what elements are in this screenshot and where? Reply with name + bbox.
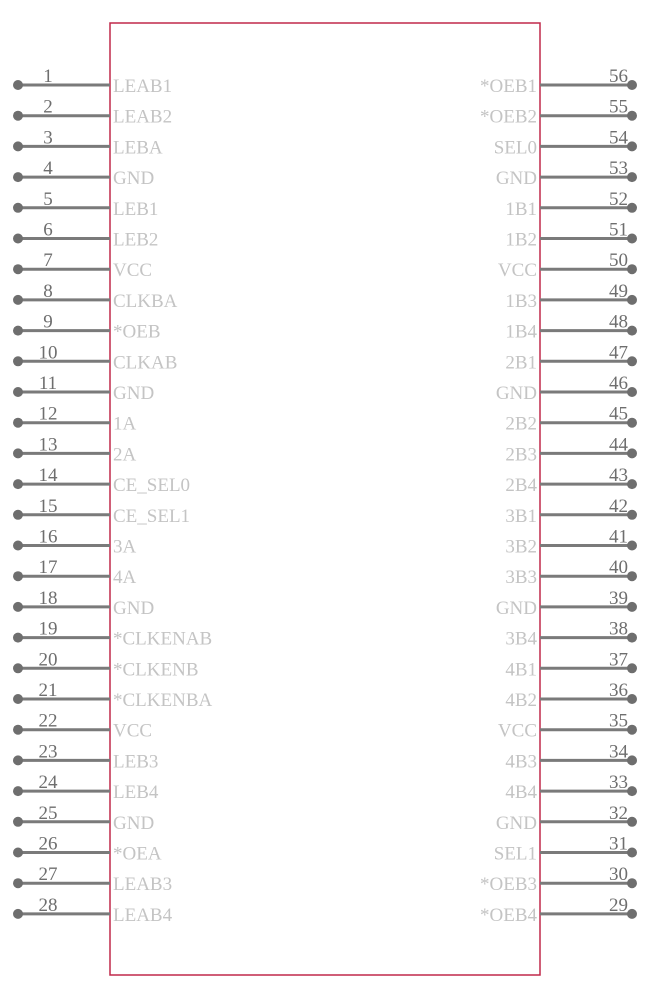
pin-terminal-dot bbox=[13, 571, 23, 581]
pin-terminal-dot bbox=[13, 663, 23, 673]
pin-number: 36 bbox=[609, 680, 628, 701]
pin-6 bbox=[13, 220, 158, 251]
pin-49 bbox=[505, 281, 637, 312]
pin-name: LEAB3 bbox=[113, 874, 173, 896]
pin-40 bbox=[505, 557, 637, 588]
pin-number: 47 bbox=[609, 342, 628, 364]
pin-name: CLKBA bbox=[113, 290, 178, 312]
pin-terminal-dot bbox=[13, 725, 23, 735]
pin-number: 44 bbox=[609, 434, 628, 456]
pin-number: 39 bbox=[609, 587, 628, 609]
pin-number: 35 bbox=[609, 710, 628, 732]
left-pin-group bbox=[13, 66, 213, 926]
pin-number: 20 bbox=[38, 649, 58, 671]
pin-43 bbox=[505, 465, 637, 496]
pin-terminal-dot bbox=[13, 479, 23, 489]
pin-name: *OEB bbox=[113, 321, 161, 343]
pin-terminal-dot bbox=[13, 203, 23, 213]
pin-name: 3B4 bbox=[505, 628, 537, 650]
pin-37 bbox=[505, 649, 637, 680]
pin-53 bbox=[496, 158, 637, 189]
pin-name: *OEB1 bbox=[480, 76, 537, 97]
pin-45 bbox=[505, 404, 637, 435]
pin-name: 1B1 bbox=[505, 198, 537, 220]
pin-31 bbox=[494, 834, 637, 865]
pin-terminal-dot bbox=[627, 909, 637, 919]
pin-terminal-dot bbox=[627, 817, 637, 827]
pin-name: *CLKENBA bbox=[113, 690, 213, 711]
pin-9 bbox=[13, 312, 161, 343]
pin-54 bbox=[494, 127, 637, 158]
pin-39 bbox=[496, 588, 637, 619]
pin-number: 24 bbox=[38, 772, 58, 794]
pin-name: 1A bbox=[113, 413, 137, 435]
pin-terminal-dot bbox=[13, 817, 23, 827]
pin-terminal-dot bbox=[627, 203, 637, 213]
pin-number: 1 bbox=[43, 66, 53, 87]
pin-terminal-dot bbox=[627, 326, 637, 336]
pin-name: 3B3 bbox=[505, 567, 537, 589]
pin-17 bbox=[13, 557, 137, 588]
pin-name: *OEA bbox=[113, 843, 162, 865]
pin-name: LEAB4 bbox=[113, 904, 173, 926]
pin-terminal-dot bbox=[627, 387, 637, 397]
pin-number: 13 bbox=[38, 434, 58, 456]
pin-number: 7 bbox=[43, 250, 53, 272]
pin-number: 3 bbox=[43, 127, 53, 149]
pin-terminal-dot bbox=[627, 479, 637, 489]
pin-name: CLKAB bbox=[113, 352, 178, 374]
pin-27 bbox=[13, 864, 172, 895]
pin-24 bbox=[13, 772, 159, 803]
pin-number: 25 bbox=[38, 802, 58, 824]
pin-16 bbox=[13, 527, 137, 558]
pin-name: 2B2 bbox=[505, 413, 537, 435]
pin-terminal-dot bbox=[13, 234, 23, 244]
pin-terminal-dot bbox=[627, 448, 637, 458]
pin-48 bbox=[505, 312, 637, 343]
pin-name: GND bbox=[113, 812, 155, 834]
pin-number: 22 bbox=[38, 710, 58, 732]
pin-number: 21 bbox=[38, 680, 58, 701]
pin-10 bbox=[13, 342, 177, 373]
pin-terminal-dot bbox=[627, 786, 637, 796]
pin-number: 46 bbox=[609, 373, 628, 394]
pin-name: *CLKENB bbox=[113, 659, 199, 681]
pin-terminal-dot bbox=[13, 111, 23, 121]
pin-25 bbox=[13, 803, 154, 834]
pin-terminal-dot bbox=[13, 448, 23, 458]
pin-number: 15 bbox=[38, 495, 58, 517]
pin-8 bbox=[13, 281, 178, 312]
pin-name: *OEB3 bbox=[480, 874, 537, 896]
pin-terminal-dot bbox=[13, 633, 23, 643]
pin-number: 9 bbox=[43, 311, 53, 333]
pin-32 bbox=[496, 803, 637, 834]
pin-number: 40 bbox=[609, 557, 628, 579]
pin-terminal-dot bbox=[13, 755, 23, 765]
pin-terminal-dot bbox=[627, 264, 637, 274]
pin-2 bbox=[13, 97, 172, 128]
pin-number: 18 bbox=[38, 587, 58, 609]
pin-name: 2B3 bbox=[505, 444, 537, 466]
pin-name: 3B1 bbox=[505, 505, 537, 527]
pin-number: 49 bbox=[609, 280, 628, 302]
pin-terminal-dot bbox=[627, 418, 637, 428]
pin-35 bbox=[498, 711, 637, 742]
pin-terminal-dot bbox=[13, 80, 23, 90]
pin-terminal-dot bbox=[627, 878, 637, 888]
pin-name: 4B3 bbox=[505, 751, 537, 773]
pin-terminal-dot bbox=[13, 694, 23, 704]
pin-56 bbox=[480, 66, 637, 97]
pin-28 bbox=[13, 895, 173, 926]
pin-name: LEBA bbox=[113, 137, 163, 159]
pin-name: *OEB4 bbox=[480, 904, 537, 926]
pin-terminal-dot bbox=[13, 602, 23, 612]
pin-name: 3A bbox=[113, 536, 137, 558]
pin-number: 26 bbox=[38, 833, 58, 855]
pin-name: 4B2 bbox=[505, 690, 537, 711]
pin-terminal-dot bbox=[627, 848, 637, 858]
pin-number: 5 bbox=[43, 188, 53, 210]
pin-terminal-dot bbox=[627, 234, 637, 244]
pin-number: 19 bbox=[38, 618, 58, 640]
pin-terminal-dot bbox=[13, 418, 23, 428]
pin-name: LEB4 bbox=[113, 782, 159, 804]
pin-number: 43 bbox=[609, 465, 628, 487]
pin-name: GND bbox=[495, 168, 537, 190]
pin-terminal-dot bbox=[13, 264, 23, 274]
pin-name: 2B4 bbox=[505, 475, 537, 497]
pin-number: 23 bbox=[38, 741, 58, 763]
pin-name: 4B1 bbox=[505, 659, 537, 681]
pin-number: 17 bbox=[38, 557, 58, 579]
pin-44 bbox=[505, 434, 637, 465]
pin-name: VCC bbox=[497, 720, 537, 742]
pin-29 bbox=[480, 895, 637, 926]
pin-terminal-dot bbox=[627, 80, 637, 90]
pin-number: 28 bbox=[38, 894, 58, 916]
pin-number: 30 bbox=[609, 864, 628, 886]
pin-5 bbox=[13, 189, 158, 220]
pin-12 bbox=[13, 404, 137, 435]
pin-name: 1B2 bbox=[505, 229, 537, 251]
pin-name: VCC bbox=[113, 720, 153, 742]
pin-name: *OEB2 bbox=[480, 106, 537, 128]
pin-name: GND bbox=[495, 383, 537, 404]
pin-number: 31 bbox=[609, 833, 628, 855]
pin-47 bbox=[505, 342, 637, 373]
pin-terminal-dot bbox=[627, 663, 637, 673]
pin-number: 10 bbox=[38, 342, 58, 364]
pin-name: GND bbox=[495, 597, 537, 619]
pin-terminal-dot bbox=[627, 633, 637, 643]
pin-name: 4A bbox=[113, 567, 137, 589]
pin-name: LEAB1 bbox=[113, 76, 173, 97]
pin-30 bbox=[480, 864, 637, 895]
pin-number: 11 bbox=[38, 373, 58, 394]
pin-terminal-dot bbox=[627, 141, 637, 151]
pin-number: 45 bbox=[609, 403, 628, 425]
pin-name: LEB1 bbox=[113, 198, 159, 220]
pin-15 bbox=[13, 496, 190, 527]
pin-number: 54 bbox=[609, 127, 628, 149]
pin-19 bbox=[13, 619, 212, 650]
pin-terminal-dot bbox=[627, 571, 637, 581]
pin-terminal-dot bbox=[13, 387, 23, 397]
pin-terminal-dot bbox=[627, 356, 637, 366]
pin-terminal-dot bbox=[627, 602, 637, 612]
pin-18 bbox=[13, 588, 154, 619]
pin-number: 32 bbox=[609, 802, 628, 824]
pin-name: 1B4 bbox=[505, 321, 537, 343]
pin-terminal-dot bbox=[13, 295, 23, 305]
pin-name: 3B2 bbox=[505, 536, 537, 558]
pin-4 bbox=[13, 158, 154, 189]
pin-terminal-dot bbox=[13, 541, 23, 551]
pin-11 bbox=[13, 373, 154, 404]
pin-terminal-dot bbox=[13, 141, 23, 151]
pin-1 bbox=[13, 66, 172, 97]
pin-terminal-dot bbox=[13, 786, 23, 796]
pin-number: 29 bbox=[609, 894, 628, 916]
pin-terminal-dot bbox=[13, 848, 23, 858]
pin-name: 1B3 bbox=[505, 290, 537, 312]
pin-34 bbox=[505, 741, 637, 772]
pin-number: 37 bbox=[609, 649, 628, 671]
pin-name: GND bbox=[113, 168, 155, 190]
pin-number: 4 bbox=[43, 158, 53, 180]
pin-terminal-dot bbox=[627, 172, 637, 182]
pin-number: 27 bbox=[38, 864, 58, 886]
pin-name: 4B4 bbox=[505, 782, 537, 804]
pin-name: LEB3 bbox=[113, 751, 159, 773]
pin-terminal-dot bbox=[627, 510, 637, 520]
pin-26 bbox=[13, 834, 162, 865]
ic-body-outline bbox=[110, 23, 540, 975]
pin-name: GND bbox=[113, 597, 155, 619]
pin-14 bbox=[13, 465, 190, 496]
pin-22 bbox=[13, 711, 152, 742]
pin-number: 56 bbox=[609, 66, 628, 87]
pin-33 bbox=[505, 772, 637, 803]
pin-50 bbox=[498, 250, 637, 281]
pin-number: 8 bbox=[43, 280, 53, 302]
pin-38 bbox=[505, 619, 637, 650]
pin-number: 42 bbox=[609, 495, 628, 517]
pin-name: SEL0 bbox=[493, 137, 537, 159]
right-pin-group bbox=[480, 66, 637, 926]
pin-terminal-dot bbox=[627, 295, 637, 305]
pin-number: 50 bbox=[609, 250, 628, 272]
pin-terminal-dot bbox=[627, 725, 637, 735]
pin-terminal-dot bbox=[13, 326, 23, 336]
pin-number: 14 bbox=[38, 465, 58, 487]
pin-terminal-dot bbox=[627, 694, 637, 704]
pin-terminal-dot bbox=[627, 755, 637, 765]
pin-name: GND bbox=[113, 383, 155, 404]
pin-number: 12 bbox=[38, 403, 58, 425]
pin-21 bbox=[13, 680, 213, 711]
pin-41 bbox=[505, 527, 637, 558]
pin-name: 2A bbox=[113, 444, 137, 466]
pin-terminal-dot bbox=[13, 356, 23, 366]
pin-20 bbox=[13, 649, 199, 680]
pin-46 bbox=[496, 373, 637, 404]
pin-name: CE_SEL0 bbox=[113, 475, 191, 497]
pin-number: 33 bbox=[609, 772, 628, 794]
pin-55 bbox=[480, 97, 637, 128]
pin-36 bbox=[505, 680, 637, 711]
pin-name: SEL1 bbox=[493, 843, 537, 865]
pin-name: *CLKENAB bbox=[113, 628, 213, 650]
pin-number: 2 bbox=[43, 96, 53, 118]
pin-name: 2B1 bbox=[505, 352, 537, 374]
pin-name: GND bbox=[495, 812, 537, 834]
pin-name: LEAB2 bbox=[113, 106, 173, 128]
pin-name: VCC bbox=[113, 260, 153, 282]
pin-terminal-dot bbox=[13, 172, 23, 182]
pin-number: 53 bbox=[609, 158, 628, 180]
pin-number: 51 bbox=[609, 219, 628, 241]
pin-number: 16 bbox=[38, 526, 58, 548]
pin-52 bbox=[505, 189, 637, 220]
pin-3 bbox=[13, 127, 163, 158]
pin-terminal-dot bbox=[13, 909, 23, 919]
pin-terminal-dot bbox=[13, 878, 23, 888]
pin-number: 34 bbox=[609, 741, 628, 763]
pin-name: VCC bbox=[497, 260, 537, 282]
pin-terminal-dot bbox=[627, 541, 637, 551]
pin-number: 38 bbox=[609, 618, 628, 640]
pin-number: 41 bbox=[609, 526, 628, 548]
pin-7 bbox=[13, 250, 152, 281]
pin-13 bbox=[13, 434, 137, 465]
pin-number: 55 bbox=[609, 96, 628, 118]
pin-42 bbox=[505, 496, 637, 527]
pin-number: 6 bbox=[43, 219, 53, 241]
pin-number: 52 bbox=[609, 188, 628, 210]
pin-name: CE_SEL1 bbox=[113, 505, 191, 527]
pin-terminal-dot bbox=[13, 510, 23, 520]
pin-51 bbox=[505, 220, 637, 251]
pin-23 bbox=[13, 741, 158, 772]
pin-name: LEB2 bbox=[113, 229, 159, 251]
pin-number: 48 bbox=[609, 311, 628, 333]
pin-terminal-dot bbox=[627, 111, 637, 121]
